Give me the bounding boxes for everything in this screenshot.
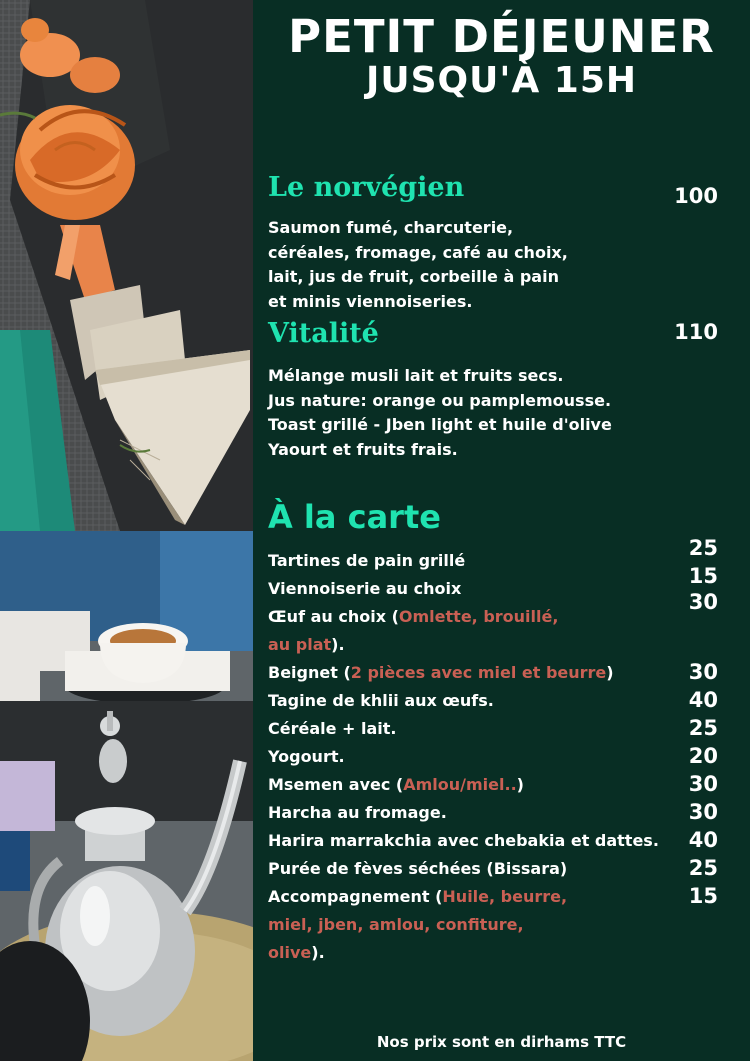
menu-item-text [268,827,659,855]
description-line: céréales, fromage, café au choix, [268,242,568,262]
menu-item-text [268,939,325,967]
item-option: Omlette, brouillé, [398,607,559,626]
menu-item-price: 25 [688,716,718,740]
a-la-carte-title: À la carte [268,498,441,536]
item-name: Purée de fèves séchées (Bissara) [268,859,568,878]
menu-item-price: 25 [688,856,718,880]
menu-item-text [268,659,614,687]
item-punctuation: ). [331,635,345,654]
description-line: Mélange musli lait et fruits secs. [268,366,564,385]
item-option: olive [268,943,312,962]
description-line: Yaourt et fruits frais. [268,439,458,459]
item-name: Œuf au choix ( [268,607,399,626]
item-name: Msemen avec ( [268,775,404,794]
menu-item-price: 20 [688,744,718,768]
description-line: lait, jus de fruit, corbeille à pain [268,267,559,286]
description-line: et minis viennoiseries. [268,291,473,311]
item-option: Huile, beurre, [442,887,568,906]
item-name: Yogourt. [268,747,345,766]
menu-item-price: 15 [688,564,718,588]
item-option: miel, jben, amlou, confiture, [268,915,524,934]
description-line: Jus nature: orange ou pamplemousse. [268,390,612,410]
item-name: Harira marrakchia avec chebakia et dattes. [268,831,659,850]
price-note: Nos prix sont en dirhams TTC [376,1033,627,1051]
menu-norvegien-description [268,216,628,314]
item-name: Harcha au fromage. [268,803,447,822]
menu-item-text [268,799,447,827]
menu-item-price: 30 [688,660,718,684]
teapot-photo [0,531,253,1061]
menu-item-text [268,575,461,603]
menu-item-text [268,603,558,631]
item-option: Amlou/miel.. [403,775,517,794]
menu-item-text [268,547,465,575]
menu-item-price: 25 [688,536,718,560]
menu-item-price: 30 [688,590,718,614]
description-line: Saumon fumé, charcuterie, [268,218,514,237]
photo-column [0,0,253,1061]
menu-item-text [268,771,524,799]
item-punctuation: ). [311,943,325,962]
description-line: Toast grillé - Jben light et huile d'olive [268,415,612,434]
item-name: Accompagnement ( [268,887,443,906]
menu-item-text [268,855,567,883]
menu-item-price: 30 [688,800,718,824]
menu-vitalite-price: 110 [674,320,718,344]
salmon-bread-photo [0,0,253,531]
menu-item-text [268,687,494,715]
menu-item-text [268,715,397,743]
menu-vitalite-title: Vitalité [268,318,379,349]
menu-vitalite-description [268,364,628,462]
page-title: PETIT DÉJEUNER [288,10,715,63]
item-name: Beignet ( [268,663,351,682]
item-option: au plat [268,635,332,654]
menu-item-text [268,743,345,771]
menu-norvegien-price: 100 [674,184,718,208]
menu-item-text [268,883,567,911]
item-punctuation: ) [516,775,524,794]
item-name: Céréale + lait. [268,719,397,738]
menu-item-price: 15 [688,884,718,908]
menu-item-price: 30 [688,772,718,796]
menu-item-price: 40 [688,828,718,852]
item-option: 2 pièces avec miel et beurre [350,663,607,682]
item-name: Tagine de khlii aux œufs. [268,691,494,710]
menu-item-text [268,911,524,939]
menu-item-text [268,631,345,659]
menu-norvegien-title: Le norvégien [268,172,465,203]
page-subtitle: JUSQU'À 15H [365,60,638,101]
menu-item-price: 40 [688,688,718,712]
item-punctuation: ) [606,663,614,682]
item-name: Tartines de pain grillé [268,551,466,570]
item-name: Viennoiserie au choix [268,579,462,598]
